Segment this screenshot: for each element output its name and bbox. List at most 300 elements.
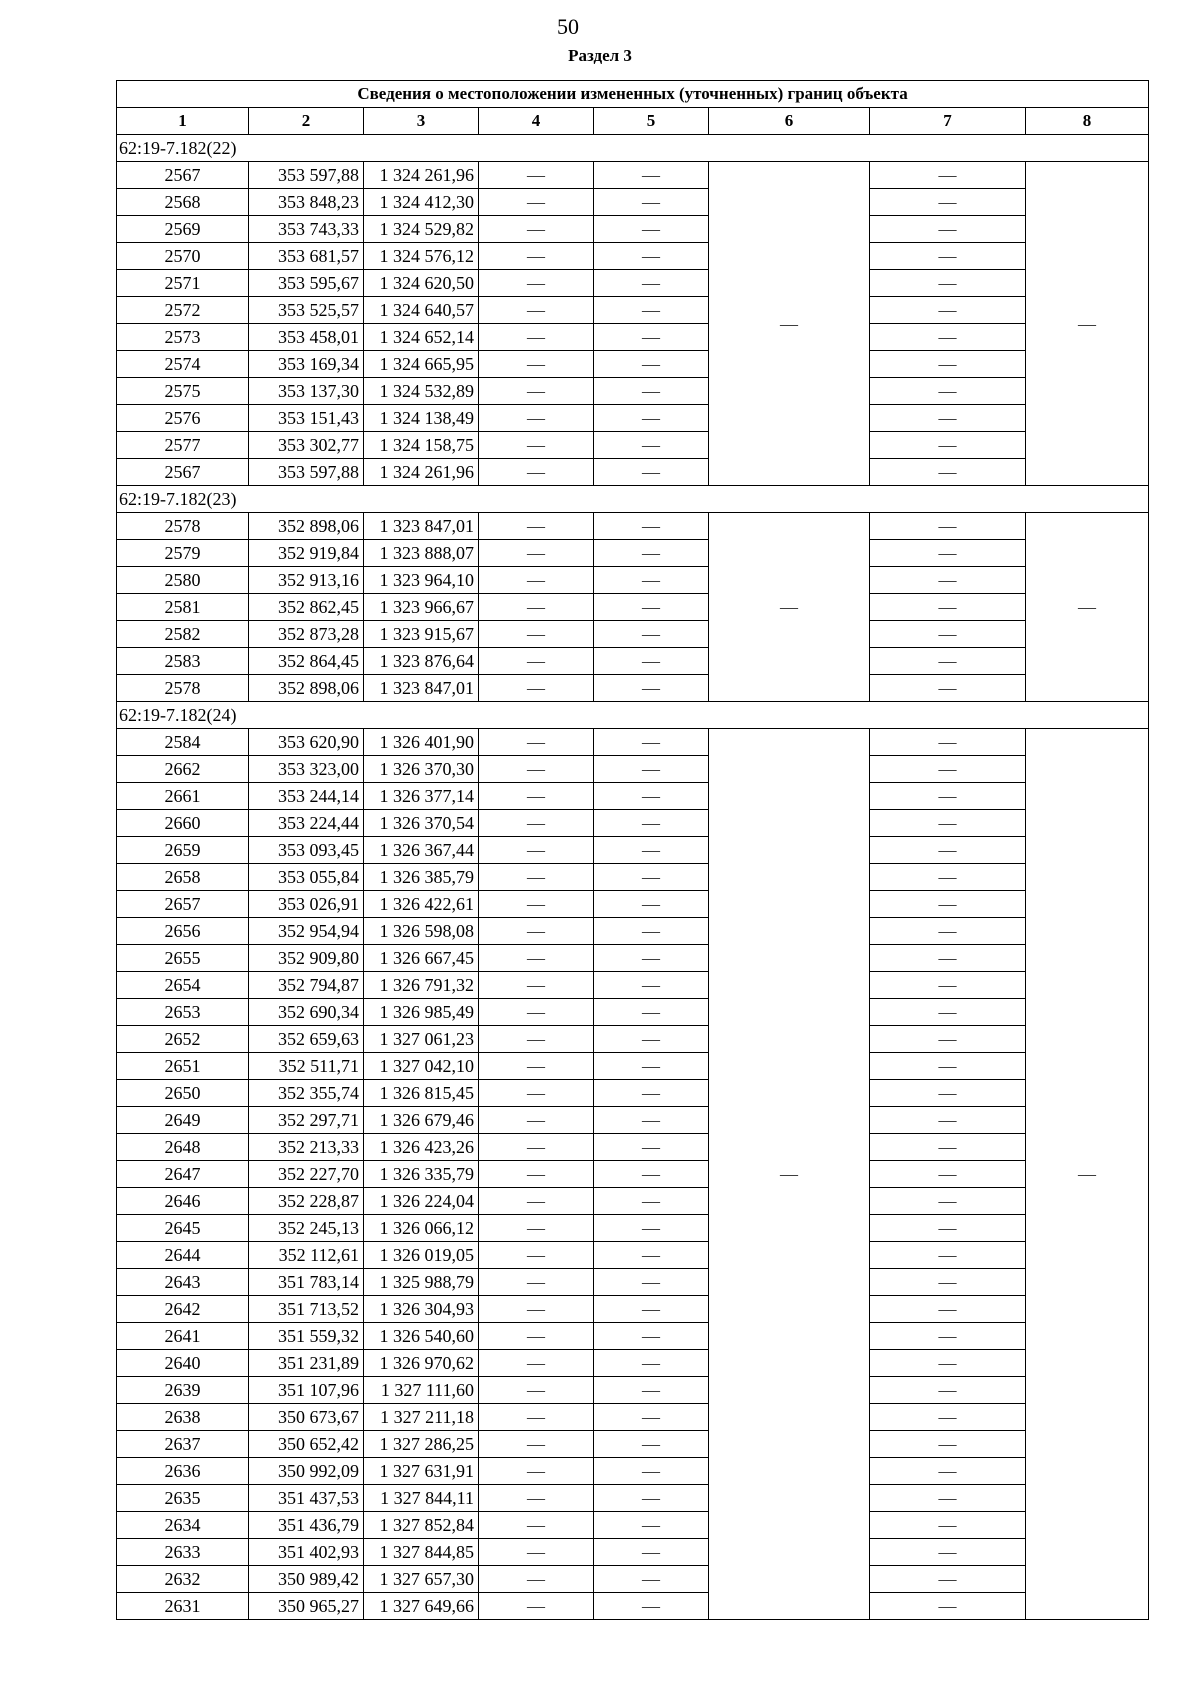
col7-dash-cell: —	[870, 243, 1026, 270]
point-number-cell: 2654	[117, 972, 249, 999]
col7-dash-cell: —	[870, 756, 1026, 783]
y-coordinate-cell: 1 323 847,01	[364, 513, 479, 540]
col5-dash-cell: —	[594, 1215, 709, 1242]
col7-dash-cell: —	[870, 189, 1026, 216]
col7-dash-cell: —	[870, 297, 1026, 324]
col5-dash-cell: —	[594, 864, 709, 891]
table-row	[117, 567, 1149, 594]
point-number-cell: 2640	[117, 1350, 249, 1377]
col4-dash-cell: —	[479, 945, 594, 972]
y-coordinate-cell: 1 324 261,96	[364, 162, 479, 189]
col7-dash-cell: —	[870, 594, 1026, 621]
x-coordinate-cell: 351 713,52	[249, 1296, 364, 1323]
col8-merged-dash-cell: —	[1026, 729, 1149, 1620]
y-coordinate-cell: 1 325 988,79	[364, 1269, 479, 1296]
col5-dash-cell: —	[594, 405, 709, 432]
table-row	[117, 189, 1149, 216]
table-row	[117, 351, 1149, 378]
table-row	[117, 540, 1149, 567]
point-number-cell: 2637	[117, 1431, 249, 1458]
col5-dash-cell: —	[594, 729, 709, 756]
table-row	[117, 162, 1149, 189]
table-row	[117, 594, 1149, 621]
col4-dash-cell: —	[479, 1269, 594, 1296]
col5-dash-cell: —	[594, 1431, 709, 1458]
y-coordinate-cell: 1 326 791,32	[364, 972, 479, 999]
col5-dash-cell: —	[594, 432, 709, 459]
table-row	[117, 1323, 1149, 1350]
parcel-label: 62:19-7.182(23)	[117, 486, 1149, 513]
column-header: 4	[479, 108, 594, 135]
y-coordinate-cell: 1 326 370,30	[364, 756, 479, 783]
x-coordinate-cell: 350 989,42	[249, 1566, 364, 1593]
col4-dash-cell: —	[479, 1026, 594, 1053]
col7-dash-cell: —	[870, 1377, 1026, 1404]
point-number-cell: 2578	[117, 675, 249, 702]
col5-dash-cell: —	[594, 297, 709, 324]
col4-dash-cell: —	[479, 972, 594, 999]
col4-dash-cell: —	[479, 567, 594, 594]
point-number-cell: 2658	[117, 864, 249, 891]
table-row	[117, 297, 1149, 324]
col7-dash-cell: —	[870, 459, 1026, 486]
x-coordinate-cell: 351 783,14	[249, 1269, 364, 1296]
col7-dash-cell: —	[870, 1593, 1026, 1620]
point-number-cell: 2632	[117, 1566, 249, 1593]
y-coordinate-cell: 1 324 652,14	[364, 324, 479, 351]
x-coordinate-cell: 352 898,06	[249, 513, 364, 540]
x-coordinate-cell: 353 743,33	[249, 216, 364, 243]
table-row	[117, 270, 1149, 297]
point-number-cell: 2660	[117, 810, 249, 837]
col4-dash-cell: —	[479, 1323, 594, 1350]
table-row	[117, 1107, 1149, 1134]
table-row	[117, 1566, 1149, 1593]
col7-dash-cell: —	[870, 999, 1026, 1026]
col7-dash-cell: —	[870, 891, 1026, 918]
point-number-cell: 2650	[117, 1080, 249, 1107]
col7-dash-cell: —	[870, 351, 1026, 378]
table-row	[117, 1539, 1149, 1566]
col4-dash-cell: —	[479, 837, 594, 864]
point-number-cell: 2638	[117, 1404, 249, 1431]
col7-dash-cell: —	[870, 1161, 1026, 1188]
col4-dash-cell: —	[479, 1404, 594, 1431]
x-coordinate-cell: 350 965,27	[249, 1593, 364, 1620]
col5-dash-cell: —	[594, 1134, 709, 1161]
col7-dash-cell: —	[870, 567, 1026, 594]
table-row	[117, 810, 1149, 837]
point-number-cell: 2634	[117, 1512, 249, 1539]
y-coordinate-cell: 1 326 985,49	[364, 999, 479, 1026]
y-coordinate-cell: 1 324 138,49	[364, 405, 479, 432]
y-coordinate-cell: 1 327 657,30	[364, 1566, 479, 1593]
col5-dash-cell: —	[594, 783, 709, 810]
col4-dash-cell: —	[479, 1215, 594, 1242]
section-title: Раздел 3	[568, 46, 632, 65]
y-coordinate-cell: 1 326 370,54	[364, 810, 479, 837]
table-row	[117, 756, 1149, 783]
col7-dash-cell: —	[870, 1269, 1026, 1296]
col5-dash-cell: —	[594, 378, 709, 405]
col5-dash-cell: —	[594, 1566, 709, 1593]
col7-dash-cell: —	[870, 1242, 1026, 1269]
x-coordinate-cell: 352 873,28	[249, 621, 364, 648]
table-row	[117, 999, 1149, 1026]
col8-merged-dash-cell: —	[1026, 513, 1149, 702]
col4-dash-cell: —	[479, 189, 594, 216]
col4-dash-cell: —	[479, 324, 594, 351]
point-number-cell: 2649	[117, 1107, 249, 1134]
x-coordinate-cell: 353 681,57	[249, 243, 364, 270]
col7-dash-cell: —	[870, 1431, 1026, 1458]
col4-dash-cell: —	[479, 1539, 594, 1566]
x-coordinate-cell: 353 597,88	[249, 162, 364, 189]
table-row	[117, 864, 1149, 891]
x-coordinate-cell: 350 652,42	[249, 1431, 364, 1458]
col5-dash-cell: —	[594, 945, 709, 972]
col4-dash-cell: —	[479, 1080, 594, 1107]
y-coordinate-cell: 1 326 367,44	[364, 837, 479, 864]
x-coordinate-cell: 353 151,43	[249, 405, 364, 432]
y-coordinate-cell: 1 323 847,01	[364, 675, 479, 702]
col7-dash-cell: —	[870, 405, 1026, 432]
col4-dash-cell: —	[479, 783, 594, 810]
col4-dash-cell: —	[479, 351, 594, 378]
table-row	[117, 1350, 1149, 1377]
col5-dash-cell: —	[594, 459, 709, 486]
x-coordinate-cell: 352 862,45	[249, 594, 364, 621]
x-coordinate-cell: 352 511,71	[249, 1053, 364, 1080]
table-row	[117, 945, 1149, 972]
col5-dash-cell: —	[594, 675, 709, 702]
col7-dash-cell: —	[870, 675, 1026, 702]
col5-dash-cell: —	[594, 999, 709, 1026]
column-header: 6	[709, 108, 870, 135]
col4-dash-cell: —	[479, 594, 594, 621]
col7-dash-cell: —	[870, 513, 1026, 540]
x-coordinate-cell: 352 355,74	[249, 1080, 364, 1107]
y-coordinate-cell: 1 327 631,91	[364, 1458, 479, 1485]
point-number-cell: 2656	[117, 918, 249, 945]
table-row	[117, 837, 1149, 864]
point-number-cell: 2576	[117, 405, 249, 432]
point-number-cell: 2579	[117, 540, 249, 567]
y-coordinate-cell: 1 326 540,60	[364, 1323, 479, 1350]
col4-dash-cell: —	[479, 864, 594, 891]
y-coordinate-cell: 1 326 815,45	[364, 1080, 479, 1107]
col4-dash-cell: —	[479, 729, 594, 756]
col5-dash-cell: —	[594, 540, 709, 567]
col5-dash-cell: —	[594, 648, 709, 675]
col5-dash-cell: —	[594, 1350, 709, 1377]
point-number-cell: 2659	[117, 837, 249, 864]
y-coordinate-cell: 1 326 401,90	[364, 729, 479, 756]
col5-dash-cell: —	[594, 810, 709, 837]
x-coordinate-cell: 350 673,67	[249, 1404, 364, 1431]
point-number-cell: 2643	[117, 1269, 249, 1296]
col5-dash-cell: —	[594, 1053, 709, 1080]
y-coordinate-cell: 1 323 966,67	[364, 594, 479, 621]
point-number-cell: 2575	[117, 378, 249, 405]
point-number-cell: 2647	[117, 1161, 249, 1188]
col5-dash-cell: —	[594, 1296, 709, 1323]
point-number-cell: 2641	[117, 1323, 249, 1350]
col5-dash-cell: —	[594, 918, 709, 945]
x-coordinate-cell: 351 559,32	[249, 1323, 364, 1350]
col7-dash-cell: —	[870, 1053, 1026, 1080]
y-coordinate-cell: 1 323 876,64	[364, 648, 479, 675]
y-coordinate-cell: 1 324 412,30	[364, 189, 479, 216]
point-number-cell: 2646	[117, 1188, 249, 1215]
col4-dash-cell: —	[479, 1377, 594, 1404]
col4-dash-cell: —	[479, 891, 594, 918]
col4-dash-cell: —	[479, 1566, 594, 1593]
parcel-label: 62:19-7.182(22)	[117, 135, 1149, 162]
col7-dash-cell: —	[870, 810, 1026, 837]
y-coordinate-cell: 1 327 844,85	[364, 1539, 479, 1566]
point-number-cell: 2580	[117, 567, 249, 594]
col7-dash-cell: —	[870, 216, 1026, 243]
col7-dash-cell: —	[870, 621, 1026, 648]
table-row	[117, 1215, 1149, 1242]
x-coordinate-cell: 352 913,16	[249, 567, 364, 594]
col5-dash-cell: —	[594, 1404, 709, 1431]
col5-dash-cell: —	[594, 1593, 709, 1620]
table-row	[117, 918, 1149, 945]
point-number-cell: 2578	[117, 513, 249, 540]
col5-dash-cell: —	[594, 1188, 709, 1215]
y-coordinate-cell: 1 324 261,96	[364, 459, 479, 486]
col5-dash-cell: —	[594, 1377, 709, 1404]
col5-dash-cell: —	[594, 756, 709, 783]
point-number-cell: 2567	[117, 459, 249, 486]
point-number-cell: 2577	[117, 432, 249, 459]
col4-dash-cell: —	[479, 297, 594, 324]
point-number-cell: 2631	[117, 1593, 249, 1620]
y-coordinate-cell: 1 326 377,14	[364, 783, 479, 810]
col5-dash-cell: —	[594, 1080, 709, 1107]
col4-dash-cell: —	[479, 1107, 594, 1134]
col5-dash-cell: —	[594, 621, 709, 648]
col4-dash-cell: —	[479, 243, 594, 270]
col4-dash-cell: —	[479, 999, 594, 1026]
coordinates-table	[116, 80, 1149, 1620]
col7-dash-cell: —	[870, 1323, 1026, 1350]
y-coordinate-cell: 1 326 667,45	[364, 945, 479, 972]
x-coordinate-cell: 353 620,90	[249, 729, 364, 756]
col5-dash-cell: —	[594, 891, 709, 918]
x-coordinate-cell: 351 107,96	[249, 1377, 364, 1404]
table-row	[117, 891, 1149, 918]
y-coordinate-cell: 1 327 111,60	[364, 1377, 479, 1404]
y-coordinate-cell: 1 324 532,89	[364, 378, 479, 405]
col7-dash-cell: —	[870, 972, 1026, 999]
table-row	[117, 783, 1149, 810]
col4-dash-cell: —	[479, 918, 594, 945]
col4-dash-cell: —	[479, 432, 594, 459]
col4-dash-cell: —	[479, 1593, 594, 1620]
point-number-cell: 2571	[117, 270, 249, 297]
x-coordinate-cell: 353 458,01	[249, 324, 364, 351]
x-coordinate-cell: 352 954,94	[249, 918, 364, 945]
col8-merged-dash-cell: —	[1026, 162, 1149, 486]
x-coordinate-cell: 352 228,87	[249, 1188, 364, 1215]
y-coordinate-cell: 1 324 640,57	[364, 297, 479, 324]
y-coordinate-cell: 1 326 066,12	[364, 1215, 479, 1242]
col6-merged-dash-cell: —	[709, 162, 870, 486]
y-coordinate-cell: 1 326 598,08	[364, 918, 479, 945]
col5-dash-cell: —	[594, 1269, 709, 1296]
point-number-cell: 2648	[117, 1134, 249, 1161]
y-coordinate-cell: 1 323 915,67	[364, 621, 479, 648]
col4-dash-cell: —	[479, 459, 594, 486]
x-coordinate-cell: 353 093,45	[249, 837, 364, 864]
col4-dash-cell: —	[479, 1485, 594, 1512]
x-coordinate-cell: 352 297,71	[249, 1107, 364, 1134]
col5-dash-cell: —	[594, 1485, 709, 1512]
point-number-cell: 2642	[117, 1296, 249, 1323]
col5-dash-cell: —	[594, 972, 709, 999]
col5-dash-cell: —	[594, 594, 709, 621]
y-coordinate-cell: 1 327 042,10	[364, 1053, 479, 1080]
x-coordinate-cell: 351 437,53	[249, 1485, 364, 1512]
point-number-cell: 2645	[117, 1215, 249, 1242]
col4-dash-cell: —	[479, 513, 594, 540]
y-coordinate-cell: 1 326 679,46	[364, 1107, 479, 1134]
y-coordinate-cell: 1 326 335,79	[364, 1161, 479, 1188]
table-row	[117, 1404, 1149, 1431]
table-row	[117, 1161, 1149, 1188]
col7-dash-cell: —	[870, 270, 1026, 297]
col5-dash-cell: —	[594, 351, 709, 378]
col7-dash-cell: —	[870, 1539, 1026, 1566]
col5-dash-cell: —	[594, 189, 709, 216]
col7-dash-cell: —	[870, 162, 1026, 189]
col4-dash-cell: —	[479, 1242, 594, 1269]
y-coordinate-cell: 1 327 852,84	[364, 1512, 479, 1539]
col5-dash-cell: —	[594, 1539, 709, 1566]
col7-dash-cell: —	[870, 1215, 1026, 1242]
col5-dash-cell: —	[594, 1512, 709, 1539]
col5-dash-cell: —	[594, 1323, 709, 1350]
col7-dash-cell: —	[870, 324, 1026, 351]
table-row	[117, 1431, 1149, 1458]
col4-dash-cell: —	[479, 405, 594, 432]
col5-dash-cell: —	[594, 1107, 709, 1134]
x-coordinate-cell: 352 794,87	[249, 972, 364, 999]
y-coordinate-cell: 1 326 423,26	[364, 1134, 479, 1161]
table-row	[117, 1377, 1149, 1404]
table-row	[117, 621, 1149, 648]
point-number-cell: 2633	[117, 1539, 249, 1566]
x-coordinate-cell: 353 169,34	[249, 351, 364, 378]
table-row	[117, 1080, 1149, 1107]
table-row	[117, 513, 1149, 540]
x-coordinate-cell: 351 402,93	[249, 1539, 364, 1566]
x-coordinate-cell: 352 213,33	[249, 1134, 364, 1161]
table-row	[117, 1593, 1149, 1620]
col4-dash-cell: —	[479, 1350, 594, 1377]
point-number-cell: 2581	[117, 594, 249, 621]
col4-dash-cell: —	[479, 270, 594, 297]
col7-dash-cell: —	[870, 1296, 1026, 1323]
table-row	[117, 729, 1149, 756]
table-row	[117, 675, 1149, 702]
x-coordinate-cell: 352 898,06	[249, 675, 364, 702]
y-coordinate-cell: 1 327 649,66	[364, 1593, 479, 1620]
point-number-cell: 2572	[117, 297, 249, 324]
col4-dash-cell: —	[479, 810, 594, 837]
col5-dash-cell: —	[594, 162, 709, 189]
col4-dash-cell: —	[479, 1134, 594, 1161]
x-coordinate-cell: 353 597,88	[249, 459, 364, 486]
col4-dash-cell: —	[479, 675, 594, 702]
col7-dash-cell: —	[870, 783, 1026, 810]
x-coordinate-cell: 352 919,84	[249, 540, 364, 567]
point-number-cell: 2652	[117, 1026, 249, 1053]
col7-dash-cell: —	[870, 1404, 1026, 1431]
col7-dash-cell: —	[870, 1458, 1026, 1485]
point-number-cell: 2657	[117, 891, 249, 918]
table-row	[117, 243, 1149, 270]
point-number-cell: 2661	[117, 783, 249, 810]
x-coordinate-cell: 353 848,23	[249, 189, 364, 216]
x-coordinate-cell: 352 227,70	[249, 1161, 364, 1188]
x-coordinate-cell: 352 909,80	[249, 945, 364, 972]
table-row	[117, 432, 1149, 459]
col7-dash-cell: —	[870, 1134, 1026, 1161]
table-row	[117, 972, 1149, 999]
col5-dash-cell: —	[594, 1161, 709, 1188]
y-coordinate-cell: 1 324 665,95	[364, 351, 479, 378]
col7-dash-cell: —	[870, 945, 1026, 972]
table-row	[117, 648, 1149, 675]
col4-dash-cell: —	[479, 1296, 594, 1323]
point-number-cell: 2584	[117, 729, 249, 756]
col5-dash-cell: —	[594, 1458, 709, 1485]
x-coordinate-cell: 353 323,00	[249, 756, 364, 783]
x-coordinate-cell: 353 525,57	[249, 297, 364, 324]
table-row	[117, 1026, 1149, 1053]
col5-dash-cell: —	[594, 324, 709, 351]
col7-dash-cell: —	[870, 1026, 1026, 1053]
y-coordinate-cell: 1 327 844,11	[364, 1485, 479, 1512]
y-coordinate-cell: 1 324 576,12	[364, 243, 479, 270]
y-coordinate-cell: 1 326 970,62	[364, 1350, 479, 1377]
column-header: 5	[594, 108, 709, 135]
point-number-cell: 2570	[117, 243, 249, 270]
col5-dash-cell: —	[594, 216, 709, 243]
y-coordinate-cell: 1 326 224,04	[364, 1188, 479, 1215]
x-coordinate-cell: 352 659,63	[249, 1026, 364, 1053]
x-coordinate-cell: 353 244,14	[249, 783, 364, 810]
table-row	[117, 378, 1149, 405]
col4-dash-cell: —	[479, 756, 594, 783]
col7-dash-cell: —	[870, 918, 1026, 945]
point-number-cell: 2567	[117, 162, 249, 189]
y-coordinate-cell: 1 326 019,05	[364, 1242, 479, 1269]
col5-dash-cell: —	[594, 1242, 709, 1269]
y-coordinate-cell: 1 324 158,75	[364, 432, 479, 459]
col4-dash-cell: —	[479, 1458, 594, 1485]
y-coordinate-cell: 1 326 304,93	[364, 1296, 479, 1323]
x-coordinate-cell: 352 112,61	[249, 1242, 364, 1269]
col7-dash-cell: —	[870, 1107, 1026, 1134]
point-number-cell: 2636	[117, 1458, 249, 1485]
col5-dash-cell: —	[594, 513, 709, 540]
y-coordinate-cell: 1 327 286,25	[364, 1431, 479, 1458]
